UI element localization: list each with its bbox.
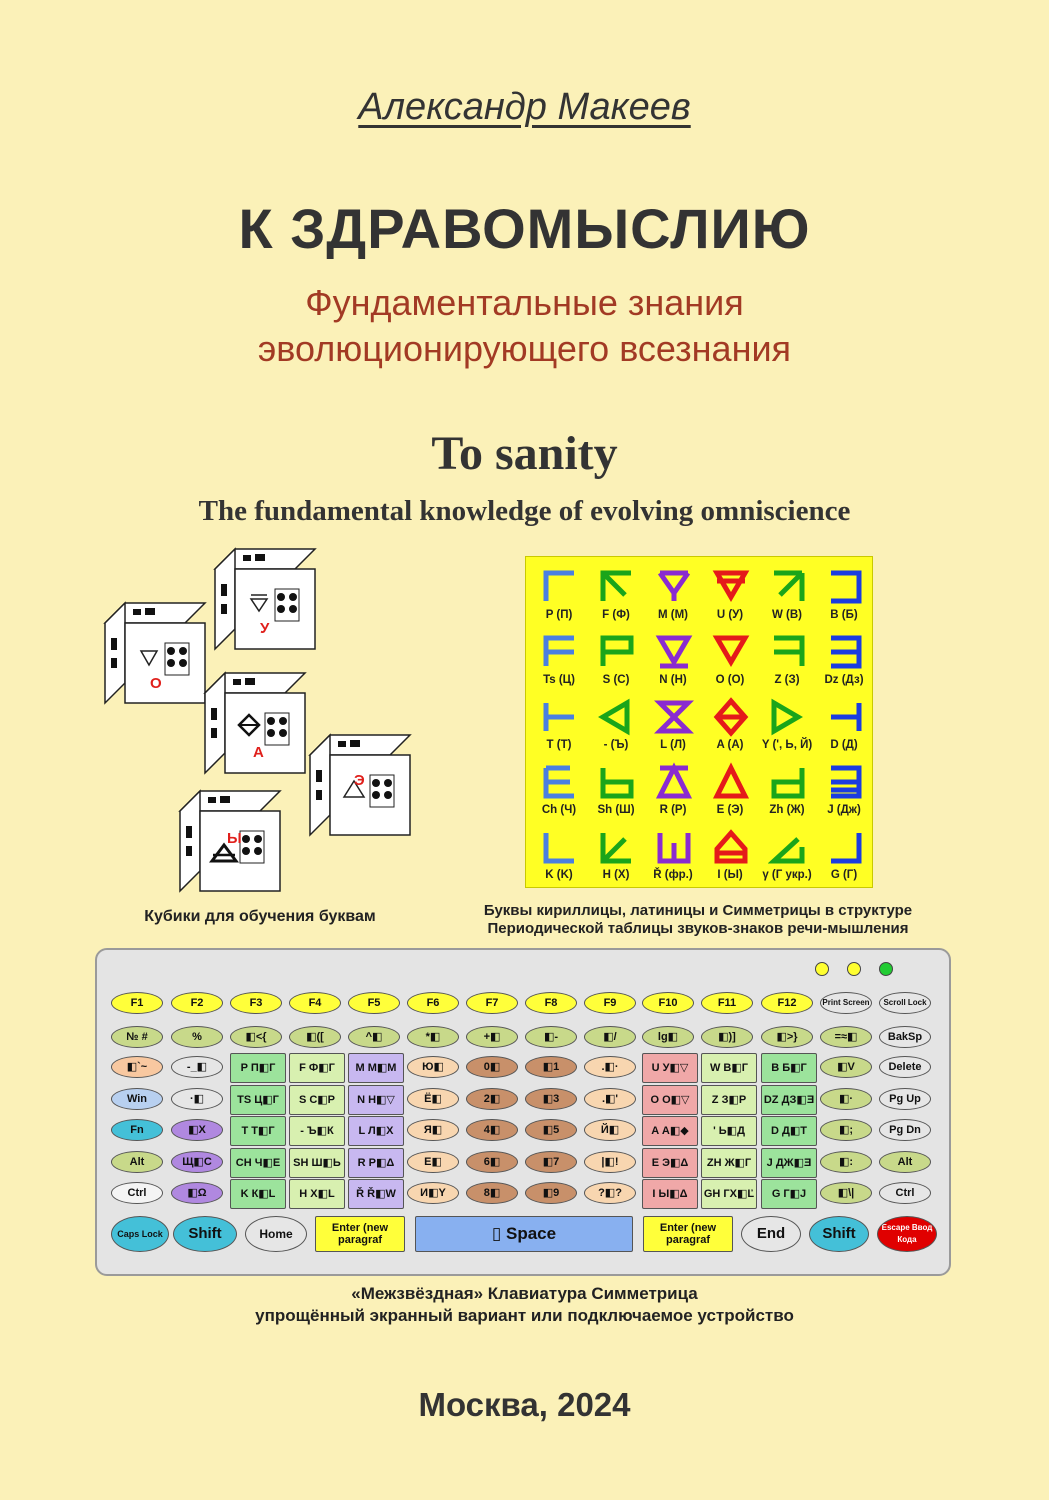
book-title-ru: К ЗДРАВОМЫСЛИЮ <box>238 197 811 260</box>
symmetry-table-caption <box>448 902 948 938</box>
symmetrica-glyph-icon <box>597 567 637 607</box>
keyboard-key[interactable]: I Ы◧Δ <box>642 1179 698 1209</box>
symmetrica-glyph-icon <box>768 632 808 672</box>
symmetry-cell <box>530 561 588 627</box>
symmetry-label: M (M) <box>657 609 688 621</box>
symmetry-label: Ts (Ц) <box>543 674 575 686</box>
symmetrica-glyph-icon <box>825 827 865 867</box>
symmetry-label: Dz (Дз) <box>824 674 864 686</box>
keyboard-key[interactable]: Ё◧ <box>407 1088 459 1110</box>
symmetrica-glyph-icon <box>540 567 580 607</box>
keyboard-key[interactable]: DZ ДЗ◧Ǝ <box>761 1085 817 1115</box>
keyboard-key[interactable]: H Х◧L <box>289 1179 345 1209</box>
symmetry-label: D (Д) <box>830 739 858 751</box>
symmetrica-glyph-icon <box>711 567 751 607</box>
symmetry-label: Ř (фр.) <box>653 869 693 881</box>
keyboard-key[interactable]: ' Ь◧Д <box>701 1116 757 1146</box>
keyboard-key[interactable]: *◧ <box>407 1026 459 1048</box>
symmetry-cell <box>815 561 873 627</box>
keyboard-key[interactable]: Е◧ <box>407 1151 459 1173</box>
keyboard-key[interactable]: F4 <box>289 992 341 1014</box>
symmetry-cell <box>587 756 645 822</box>
keyboard-key[interactable]: ◧Ω <box>171 1182 223 1204</box>
symmetry-label: B (Б) <box>830 609 858 621</box>
symmetry-cell <box>701 821 759 887</box>
symmetrica-glyph-icon <box>711 632 751 672</box>
keyboard-key[interactable]: ◧`~ <box>111 1056 163 1078</box>
keyboard-caption-line-2: упрощённый экранный вариант или подключаемое устройство <box>255 1306 794 1325</box>
keyboard-key[interactable]: ◧- <box>525 1026 577 1048</box>
book-subtitle-en: The fundamental knowledge of evolving omniscience <box>198 495 851 527</box>
keyboard-key[interactable]: ◧5 <box>525 1119 577 1141</box>
keyboard-key[interactable]: Alt <box>111 1151 163 1173</box>
cube-letter-o: О <box>150 675 162 692</box>
symmetry-cell <box>701 756 759 822</box>
book-subtitle-ru-line-1: Фундаментальные знания <box>305 282 744 323</box>
keyboard-key[interactable]: Й◧ <box>584 1119 636 1141</box>
keyboard-key[interactable]: O О◧▽ <box>642 1085 698 1115</box>
symmetry-label: I (Ы) <box>717 869 743 881</box>
keyboard-key[interactable]: Escape Ввод Кода <box>877 1216 937 1252</box>
keyboard-key[interactable]: Ctrl <box>879 1182 931 1204</box>
symmetry-cell <box>644 691 702 757</box>
symmetry-label: γ (Г укр.) <box>762 869 812 881</box>
symmetry-label: R (P) <box>659 804 687 816</box>
symmetry-label: H (X) <box>602 869 630 881</box>
keyboard-key[interactable]: F10 <box>642 992 694 1014</box>
symmetry-label: E (Э) <box>716 804 744 816</box>
symmetry-cell <box>530 821 588 887</box>
keyboard-key[interactable]: F11 <box>701 992 753 1014</box>
symmetry-label: T (T) <box>546 739 572 751</box>
keyboard-key[interactable]: Pg Dn <box>879 1119 931 1141</box>
symmetry-label: Sh (Ш) <box>597 804 635 816</box>
keyboard-key[interactable]: T Т◧Г <box>230 1116 286 1146</box>
keyboard-key[interactable]: 0◧ <box>466 1056 518 1078</box>
keyboard-key[interactable]: Pg Up <box>879 1088 931 1110</box>
keyboard-key[interactable]: Delete <box>879 1056 931 1078</box>
cube-letter-e: Э <box>354 772 365 789</box>
symmetry-label: W (B) <box>771 609 802 621</box>
symmetrica-glyph-icon <box>654 697 694 737</box>
symmetrica-glyph-icon <box>768 762 808 802</box>
symmetry-label: G (Г) <box>830 869 858 881</box>
symmetry-cell <box>587 626 645 692</box>
keyboard-key[interactable]: F Ф◧Г <box>289 1053 345 1083</box>
symmetry-cell <box>701 626 759 692</box>
keyboard-key[interactable]: ▯ Space <box>415 1216 633 1252</box>
keyboard-key[interactable]: Щ◧С <box>171 1151 223 1173</box>
keyboard-key[interactable]: Caps Lock <box>111 1216 169 1252</box>
keyboard-key[interactable]: ◧Х <box>171 1119 223 1141</box>
symmetrica-glyph-icon <box>597 827 637 867</box>
keyboard-key[interactable]: .◧· <box>584 1056 636 1078</box>
symmetry-label: L (Л) <box>660 739 686 751</box>
keyboard-key[interactable]: ◧3 <box>525 1088 577 1110</box>
symmetry-cell <box>530 756 588 822</box>
keyboard-key[interactable]: Enter (new paragraf <box>643 1216 733 1252</box>
symmetrica-glyph-icon <box>540 827 580 867</box>
keyboard-key[interactable]: И◧Y <box>407 1182 459 1204</box>
keyboard-key[interactable]: GH ГХ◧Ľ <box>701 1179 757 1209</box>
symmetrica-glyph-icon <box>825 632 865 672</box>
keyboard-key[interactable]: D Д◧Т <box>761 1116 817 1146</box>
keyboard-key[interactable]: Я◧ <box>407 1119 459 1141</box>
keyboard-key[interactable]: SH Ш◧Ь <box>289 1148 345 1178</box>
keyboard-key[interactable]: ◧9 <box>525 1182 577 1204</box>
symmetrica-glyph-icon <box>711 697 751 737</box>
symmetry-label: A (A) <box>716 739 744 751</box>
symmetrica-glyph-icon <box>654 827 694 867</box>
keyboard-key[interactable]: ◧V <box>820 1056 872 1078</box>
symmetrica-glyph-icon <box>825 762 865 802</box>
symmetry-cell <box>644 821 702 887</box>
keyboard-key[interactable]: ◧([ <box>289 1026 341 1048</box>
keyboard-key[interactable]: ◧/ <box>584 1026 636 1048</box>
symmetrica-glyph-icon <box>654 632 694 672</box>
symmetrica-glyph-icon <box>768 827 808 867</box>
symmetrica-glyph-icon <box>654 567 694 607</box>
keyboard-key[interactable]: 8◧ <box>466 1182 518 1204</box>
keyboard-key[interactable]: Scroll Lock <box>879 992 931 1014</box>
keyboard-key[interactable]: |◧! <box>584 1151 636 1173</box>
symmetry-cell <box>530 626 588 692</box>
keyboard-key[interactable]: ·◧ <box>171 1088 223 1110</box>
keyboard-key[interactable]: Win <box>111 1088 163 1110</box>
symmetrica-glyph-icon <box>825 567 865 607</box>
author-name: Александр Макеев <box>358 86 691 128</box>
keyboard-key[interactable]: J ДЖ◧Ǝ <box>761 1148 817 1178</box>
keyboard-key[interactable]: ◧)] <box>701 1026 753 1048</box>
symmetry-cell <box>587 821 645 887</box>
keyboard-key[interactable]: ◧>} <box>761 1026 813 1048</box>
keyboard-key[interactable]: 2◧ <box>466 1088 518 1110</box>
keyboard-key[interactable]: № # <box>111 1026 163 1048</box>
symmetry-cell <box>587 561 645 627</box>
symmetry-cell <box>758 561 816 627</box>
keyboard-key[interactable]: ◧; <box>820 1119 872 1141</box>
keyboard-key[interactable]: W В◧Г <box>701 1053 757 1083</box>
symmetry-cell <box>815 626 873 692</box>
symmetrica-glyph-icon <box>540 697 580 737</box>
keyboard-key[interactable]: +◧ <box>466 1026 518 1048</box>
symmetry-cell <box>644 561 702 627</box>
keyboard-key[interactable]: M М◧М <box>348 1053 404 1083</box>
keyboard-key[interactable]: F12 <box>761 992 813 1014</box>
keyboard-key[interactable]: End <box>741 1216 801 1252</box>
symmetrica-glyph-icon <box>711 827 751 867</box>
keyboard-key[interactable]: ^◧ <box>348 1026 400 1048</box>
keyboard-key[interactable]: L Л◧Х <box>348 1116 404 1146</box>
cubes-caption: Кубики для обучения буквам <box>144 908 376 925</box>
symmetry-table-caption-line-1: Буквы кириллицы, латиницы и Симметрицы в структуре <box>483 902 913 919</box>
symmetry-label: Y (', Ь, Й) <box>761 739 813 751</box>
symmetrica-glyph-icon <box>654 762 694 802</box>
book-title-en: To sanity <box>431 427 618 480</box>
keyboard-key[interactable]: 4◧ <box>466 1119 518 1141</box>
symmetry-label: N (H) <box>659 674 687 686</box>
keyboard-key[interactable]: .◧' <box>584 1088 636 1110</box>
symmetrica-glyph-icon <box>597 762 637 802</box>
keyboard-key[interactable]: F8 <box>525 992 577 1014</box>
keyboard-key[interactable]: Ř Ř◧W <box>348 1179 404 1209</box>
symmetry-cell <box>587 691 645 757</box>
keyboard-key[interactable]: ◧· <box>820 1088 872 1110</box>
indicator-light <box>847 962 861 976</box>
cube-letter-a: А <box>253 744 264 761</box>
keyboard-key[interactable]: F3 <box>230 992 282 1014</box>
symmetrica-glyph-icon <box>768 697 808 737</box>
cube-letter-y: Ы <box>227 830 242 847</box>
keyboard-key[interactable]: F9 <box>584 992 636 1014</box>
symmetry-cell <box>644 626 702 692</box>
symmetrica-glyph-icon <box>540 762 580 802</box>
symmetry-table-caption-line-2: Периодической таблицы звуков-знаков речи-мышления <box>487 920 909 937</box>
keyboard-key[interactable]: A А◧◆ <box>642 1116 698 1146</box>
keyboard-key[interactable]: Shift <box>173 1216 237 1252</box>
keyboard-key[interactable]: F2 <box>171 992 223 1014</box>
keyboard-key[interactable]: R Р◧Δ <box>348 1148 404 1178</box>
keyboard-key[interactable]: ?◧? <box>584 1182 636 1204</box>
symmetry-cell <box>644 756 702 822</box>
symmetry-label: J (Дж) <box>827 804 861 816</box>
keyboard-key[interactable]: Enter (new paragraf <box>315 1216 405 1252</box>
keyboard-key[interactable]: F6 <box>407 992 459 1014</box>
keyboard-key[interactable]: S С◧Р <box>289 1085 345 1115</box>
symmetrica-glyph-icon <box>597 632 637 672</box>
symmetry-label: Z (З) <box>774 674 800 686</box>
symmetry-cell <box>701 691 759 757</box>
symmetry-label: - (Ъ) <box>603 739 629 751</box>
keyboard-key[interactable]: BakSp <box>879 1026 931 1048</box>
symmetry-cell <box>815 821 873 887</box>
keyboard-key[interactable]: Ctrl <box>111 1182 163 1204</box>
keyboard-key[interactable]: ◧\| <box>820 1182 872 1204</box>
symmetry-cell <box>815 691 873 757</box>
symmetry-letter-table <box>525 556 873 888</box>
keyboard-key[interactable]: 6◧ <box>466 1151 518 1173</box>
keyboard-key[interactable]: U У◧▽ <box>642 1053 698 1083</box>
keyboard-key[interactable]: CH Ч◧Е <box>230 1148 286 1178</box>
keyboard-key[interactable]: Z З◧Р <box>701 1085 757 1115</box>
keyboard-key[interactable]: Print Screen <box>820 992 872 1014</box>
symmetry-label: U (У) <box>716 609 744 621</box>
symmetry-cell <box>701 561 759 627</box>
keyboard-key[interactable]: F7 <box>466 992 518 1014</box>
keyboard-key[interactable]: G Г◧J <box>761 1179 817 1209</box>
keyboard-key[interactable]: TS Ц◧Г <box>230 1085 286 1115</box>
symmetrica-glyph-icon <box>768 567 808 607</box>
keyboard-key[interactable]: lg◧ <box>642 1026 694 1048</box>
keyboard-key[interactable]: Ю◧ <box>407 1056 459 1078</box>
symmetry-cell <box>758 626 816 692</box>
cubes-drawing <box>90 545 430 905</box>
symmetry-cell <box>758 821 816 887</box>
symmetry-label: F (Ф) <box>602 609 630 621</box>
keyboard-key[interactable]: % <box>171 1026 223 1048</box>
keyboard-caption-line-1: «Межзвёздная» Клавиатура Симметрица <box>351 1284 698 1303</box>
keyboard-key[interactable]: Fn <box>111 1119 163 1141</box>
symmetrica-glyph-icon <box>711 762 751 802</box>
keyboard-key[interactable]: N Н◧▽ <box>348 1085 404 1115</box>
keyboard-key[interactable]: Shift <box>809 1216 869 1252</box>
symmetry-label: Ch (Ч) <box>541 804 577 816</box>
symmetry-label: S (C) <box>602 674 630 686</box>
keyboard-key[interactable]: ◧: <box>820 1151 872 1173</box>
keyboard-key[interactable]: - Ъ◧К <box>289 1116 345 1146</box>
symmetrica-glyph-icon <box>825 697 865 737</box>
symmetry-keyboard <box>95 948 951 1276</box>
keyboard-key[interactable]: -_◧ <box>171 1056 223 1078</box>
indicator-light <box>879 962 893 976</box>
symmetry-cell <box>758 691 816 757</box>
indicator-light <box>815 962 829 976</box>
symmetry-cell <box>758 756 816 822</box>
symmetrica-glyph-icon <box>597 697 637 737</box>
keyboard-key[interactable]: ZH Ж◧Г <box>701 1148 757 1178</box>
keyboard-key[interactable]: Alt <box>879 1151 931 1173</box>
letter-cubes-illustration <box>90 545 430 905</box>
symmetry-label: P (П) <box>545 609 573 621</box>
symmetry-cell <box>815 756 873 822</box>
symmetrica-glyph-icon <box>540 632 580 672</box>
keyboard-key[interactable]: ◧<{ <box>230 1026 282 1048</box>
keyboard-key[interactable]: ◧1 <box>525 1056 577 1078</box>
cube-letter-u: У <box>260 620 270 637</box>
keyboard-key[interactable]: K К◧L <box>230 1179 286 1209</box>
keyboard-key[interactable]: =≈◧ <box>820 1026 872 1048</box>
keyboard-key[interactable]: E Э◧Δ <box>642 1148 698 1178</box>
keyboard-key[interactable]: F1 <box>111 992 163 1014</box>
symmetry-label: K (K) <box>545 869 573 881</box>
book-subtitle-ru-line-2: эволюционирующего всезнания <box>257 328 792 369</box>
symmetry-label: O (O) <box>715 674 745 686</box>
symmetry-cell <box>530 691 588 757</box>
symmetry-label: Zh (Ж) <box>769 804 805 816</box>
place-and-year: Москва, 2024 <box>418 1386 631 1423</box>
keyboard-key[interactable]: P П◧Г <box>230 1053 286 1083</box>
keyboard-key[interactable]: F5 <box>348 992 400 1014</box>
keyboard-key[interactable]: B Б◧Г <box>761 1053 817 1083</box>
keyboard-key[interactable]: ◧7 <box>525 1151 577 1173</box>
keyboard-key[interactable]: Home <box>245 1216 307 1252</box>
